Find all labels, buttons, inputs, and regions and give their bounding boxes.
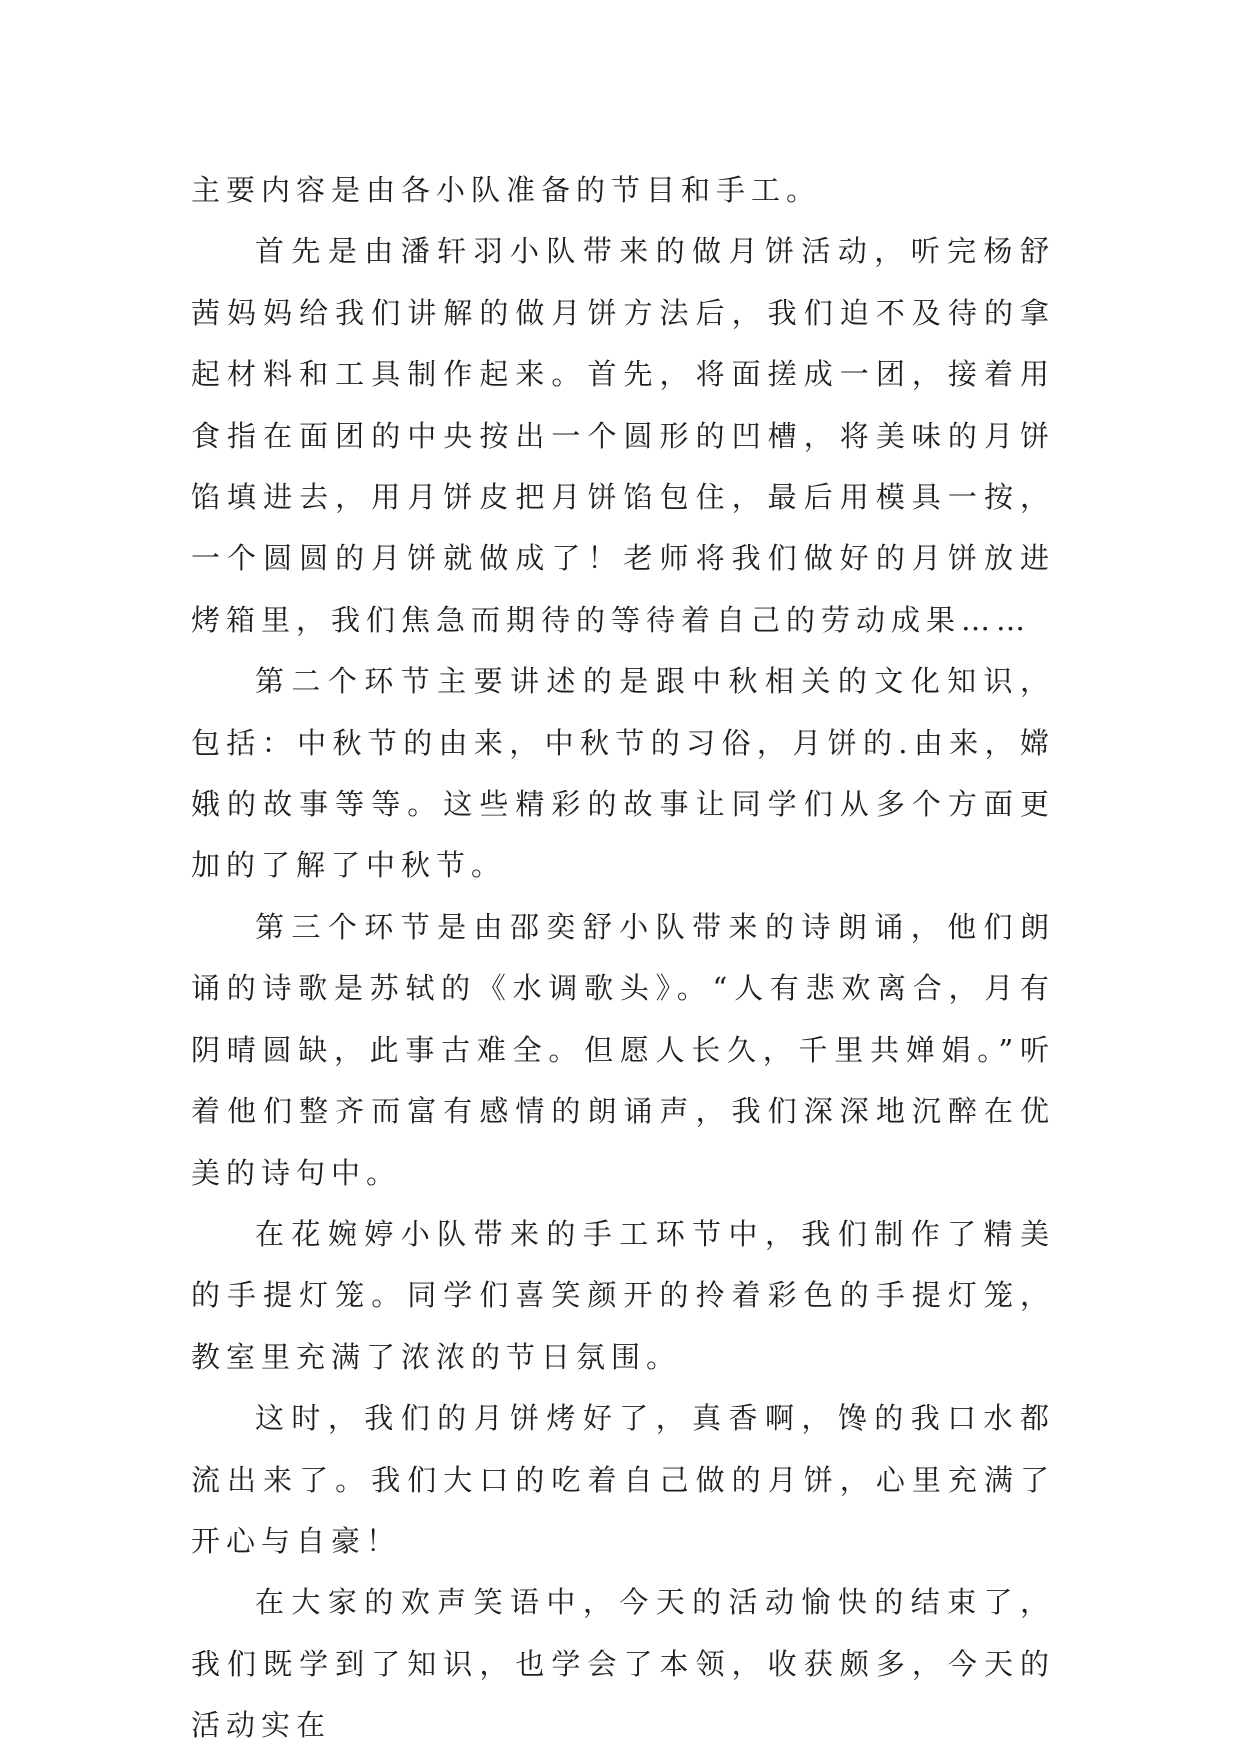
paragraph-1: 主要内容是由各小队准备的节目和手工。 [191, 173, 822, 207]
paragraph-3: 第二个环节主要讲述的是跟中秋相关的文化知识，包括：中秋节的由来，中秋节的习俗，月饼的.由来，嫦娥的故事等等。这些精彩的故事让同学们从多个方面更加的了解了中秋节。 [191, 664, 1055, 883]
paragraph-6: 这时，我们的月饼烤好了，真香啊，馋的我口水都流出来了。我们大口的吃着自己做的月饼，心里充满了开心与自豪！ [191, 1401, 1055, 1558]
paragraph-7: 在大家的欢声笑语中，今天的活动愉快的结束了，我们既学到了知识，也学会了本领，收获颇多，今天的活动实在 [191, 1585, 1055, 1743]
document-body [191, 160, 1055, 1757]
paragraph-2: 首先是由潘轩羽小队带来的做月饼活动，听完杨舒茜妈妈给我们讲解的做月饼方法后，我们迫不及待的拿起材料和工具制作起来。首先，将面搓成一团，接着用食指在面团的中央按出一个圆形的凹槽，将美味的月饼馅填进去，用月饼皮把月饼馅包住，最后用模具一按，一个圆圆的月饼就做成了！老师将我们做好的月饼放进烤箱里，我们焦急而期待的等待着自己的劳动成果…… [191, 234, 1055, 637]
paragraph-5: 在花婉婷小队带来的手工环节中，我们制作了精美的手提灯笼。同学们喜笑颜开的拎着彩色的手提灯笼，教室里充满了浓浓的节日氛围。 [191, 1216, 1055, 1374]
paragraph-4: 第三个环节是由邵奕舒小队带来的诗朗诵，他们朗诵的诗歌是苏轼的《水调歌头》。“人有悲欢离合，月有阴晴圆缺，此事古难全。但愿人长久，千里共婵娟。”听着他们整齐而富有感情的朗诵声，我们深深地沉醉在优美的诗句中。 [191, 909, 1055, 1190]
